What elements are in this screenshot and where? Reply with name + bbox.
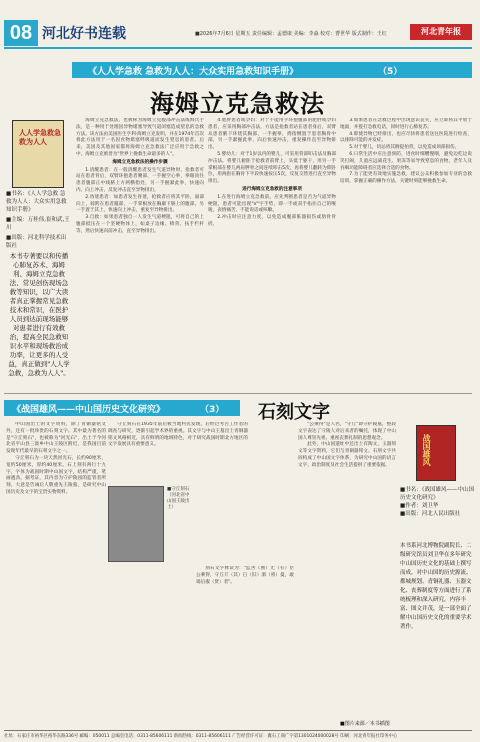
paragraph: 刻石文字释读为："监罟（囿）尤（有）臣公乘得，守丘丌（其）臼（旧）酒（将）曼，敢谒后俶（贤）者"。: [196, 566, 294, 585]
paragraph: 海姆立克急救法，也被称为海姆立克腹部冲击法或海氏手法，是一种用于处理因异物堵塞导致气道闭塞造成窒息的急救方法。该方法由美国医生亨利·海姆立克发明，并在1974年首次将此方法用于一名因食物堵塞呼吸道而发生窒息的患者。后来，美国及其他国家都将海姆立克急救法广泛应用于急救之中，海姆立克被誉为"世界上挽救生命最多的人"。: [76, 118, 204, 157]
article1-col3: [340, 118, 472, 390]
article2-banner: [4, 400, 240, 416]
article1-book-cover: [12, 120, 64, 188]
article1-col1: [76, 118, 204, 390]
book-info-line: ■出版：河北人民出版社: [400, 511, 461, 517]
book-info-line: ■书名：《人人学急救 急救为人人：大众实用急救知识手册》: [6, 191, 67, 213]
article2-book-cover: [416, 425, 456, 481]
article1-col2: [208, 118, 336, 390]
page-footer: 社址：石家庄市裕华区裕华东路336号 邮编：050011 总编室电话：0311-85606111 新闻热线：0311-85606111 广告经营许可证：冀石工商广字第1301024000028号 印刷：河北青年报社印务中心: [4, 730, 472, 739]
newspaper-logo: 河北青年报: [410, 24, 472, 40]
paragraph: 中山国出土的文字资料，除了青铜器铭文外，还有一批珍贵的石刻文字。其中最为著名的是"守丘刻石"，也被称为"河光石"，出土于今河北省平山县三汲乡中山王陵区附近，是我国目前发现年代最早的石刻文字之一。: [6, 422, 106, 455]
paragraph: "公乘得"是人名，"守丘"即守护陵墓，整段文字表达了守陵人对后来者的嘱托，体现了中山国人尊崇先祖、重视丧葬礼制的思想观念。: [298, 422, 396, 441]
section-separator: [4, 393, 472, 394]
paragraph: 7.为了能更有效地实施急救，建议公众积极参加专业的急救培训，掌握正确的操作方法，关键时刻能够挽救生命。: [340, 172, 472, 185]
article1-banner-num: （5）: [378, 67, 403, 77]
article1-banner-text: 《人人学急救 急救为人人：大众实用急救知识手册》: [88, 67, 299, 77]
paragraph: 1.清醒患者：在一般清醒患者发生气道异物时，抢救者可站在患者背后，双臂环抱患者腰部，一手握空心拳，拳眼顶住患者腹部正中线脐上方两横指处，另一手握紧此拳，快速向内、向上冲击，反复冲击直至异物排出。: [76, 167, 204, 193]
section-title: 河北好书连载: [42, 26, 126, 42]
article2-banner-num: （3）: [200, 405, 225, 415]
paragraph: 2.昏迷患者：如患者发生昏迷，抢救者应将其平卧，面部向上，骑跨在患者髋部，一手掌根放在胸廓下脐上的腹部，另一手置于其上，快速向上冲击，重复至异物排出。: [76, 194, 204, 214]
image-source: ■图片来源／本书插图: [340, 721, 390, 727]
book-info-line: ■主编：万桂伟,崔和武,王川: [6, 217, 70, 231]
page-number: 08: [4, 20, 38, 46]
article2-title: 石刻文字: [258, 402, 330, 423]
article1-title: 海姆立克急救法: [150, 89, 325, 118]
article2-col2-bottom: [196, 566, 294, 716]
article2-book-desc: 本书系河北博物院副院长、二级研究馆员刘卫华在多年研究中山国历史文化的基础上撰写而成，对中山国的历史源流、都城规划、青铜礼器、玉器文化、丧葬制度等方面进行了系统梳理和深入研究，内容丰富、图文并茂，是一部全面了解中山国历史文化的重要学术著作。: [400, 543, 472, 630]
paragraph: 此外，中山国遗址中还出土有陶文、玉器刻文等文字资料，它们与青铜器铭文、石刻文字共同构成了中山国文字体系，为研究中山国的语言文字、政治制度及社会生活提供了重要依据。: [298, 442, 396, 468]
paragraph: 5.婴幼儿：对于1岁以内的婴儿，可采用背部叩击法及胸部冲击法。将婴儿俯卧于抢救者前臂上，头低于躯干，用另一手掌根部在婴儿两肩胛骨之间连续叩击5次，再将婴儿翻转为仰卧位，用两指在胸骨下半段快速按压5次，反复交替进行直至异物排出。: [208, 151, 336, 185]
article2-book-info: [400, 486, 474, 518]
article1-banner: [72, 62, 472, 78]
article2-col1: [6, 422, 106, 722]
paragraph: 3.如果患者在急救过程中出现意识丧失，应立即将其平放于地面，并拨打急救电话，同时进行心肺复苏。: [340, 118, 472, 130]
subheading: 海姆立克急救法的操作步骤: [112, 159, 168, 165]
paragraph: 1.在进行海姆立克急救前，应先判断患者是否为气道异物梗阻，患者可能出现"V"字手势，即一手或双手掐住自己的喉咙，表情痛苦、不能说话或咳嗽。: [208, 194, 336, 214]
paragraph: 4.肥胖患者或孕妇：对于不能用手环抱腹部的肥胖或孕妇患者，应采用胸部冲击法，方法是抢救者站在患者身后，双臂从患者腋下环绕其胸部，一手握拳，拇指侧置于患者胸骨中部，另一手紧握此拳，向后快速冲击，重复操作直至异物排出。: [208, 118, 336, 151]
article2-banner-text: 《战国雄风——中山国历史文化研究》: [12, 405, 166, 415]
paragraph: 5.对于婴儿，切忌将其倒提拍背，以免造成颈部损伤。: [349, 145, 460, 151]
article2-col3: [298, 422, 396, 716]
paragraph: 2.冲击时应注意力度，以免造成腹部脏器损伤或肋骨骨折。: [208, 215, 336, 227]
book-info-line: ■书名：《战国雄风——中山国历史文化研究》: [400, 487, 474, 501]
issue-meta: ■2026年7月6日 星期五 责任编辑：孟德康 美编：李淼 校对：曹世华 版式制作：王红: [195, 31, 387, 37]
article1-book-cover-text: 人人学急救急救为人人: [19, 129, 61, 146]
paragraph: 守丘刻石为一块天然河光石，长约90厘米，宽约50厘米，厚约40厘米。石上刻有两行十九字，字体为战国时期中山国文字，结构严谨，笔画遒劲。据考证，其内容为守护陵园的监管者所刻，大意是告诫后人敬重先王陵墓，是研究中山国历史及文字的宝贵实物资料。: [6, 455, 106, 495]
article2-book-cover-text: 战国雄风: [422, 434, 431, 466]
article1-book-desc: 本书专著要以和传播心肺复苏术、海姆利、海姆立克急救法、常见创伤现场急救等知识，以广大读者真正掌握常见急救技术和常识，在医护人员到达前现场能够对患者进行有效救治，提高全民急救知识水平和现场救治成功率，让更多的人受益，真正做到"人人学急救，急救为人人"。: [8, 252, 70, 377]
subheading: 进行海姆立克急救的注意事项: [242, 186, 302, 192]
paragraph: 4.即使异物已经排出，也应尽快将患者送往医院进行检查，以排除可能的并发症。: [340, 131, 472, 144]
stone-inscription-photo: [108, 486, 190, 562]
article2-col2-top: [108, 422, 248, 482]
paragraph: 守丘刻石在1935年前后被当地村民发现，后经过考古工作者的调查与研究，逐渐引起学术界的重视。其文字与中山王墓出土青铜器铭文风格相近，具有鲜明的地域特色，对于研究战国时期北方地区的文字发展具有重要意义。: [108, 422, 248, 448]
book-info-line: ■出版：河北科学技术出版社: [6, 235, 67, 249]
paragraph: 3.自救：如果患者独自一人发生气道梗阻，可将自己的上腹部抵压在一个坚硬物体上，如桌子边缘、椅背、扶手栏杆等，然后快速向前冲击，直至异物排出。: [76, 215, 204, 234]
book-info-line: ■作者：刘卫华: [400, 503, 439, 509]
paragraph: 6.日常生活中应注意预防，进食时细嚼慢咽，避免边吃边说笑打闹，儿童应远离花生、果冻等易导致窒息的食物，老年人及吞咽功能障碍者应选择合适的食物。: [340, 151, 472, 171]
header-rule: [4, 47, 472, 49]
photo-caption: ■守丘刻石（河北省中山国王陵出土）: [167, 487, 190, 510]
